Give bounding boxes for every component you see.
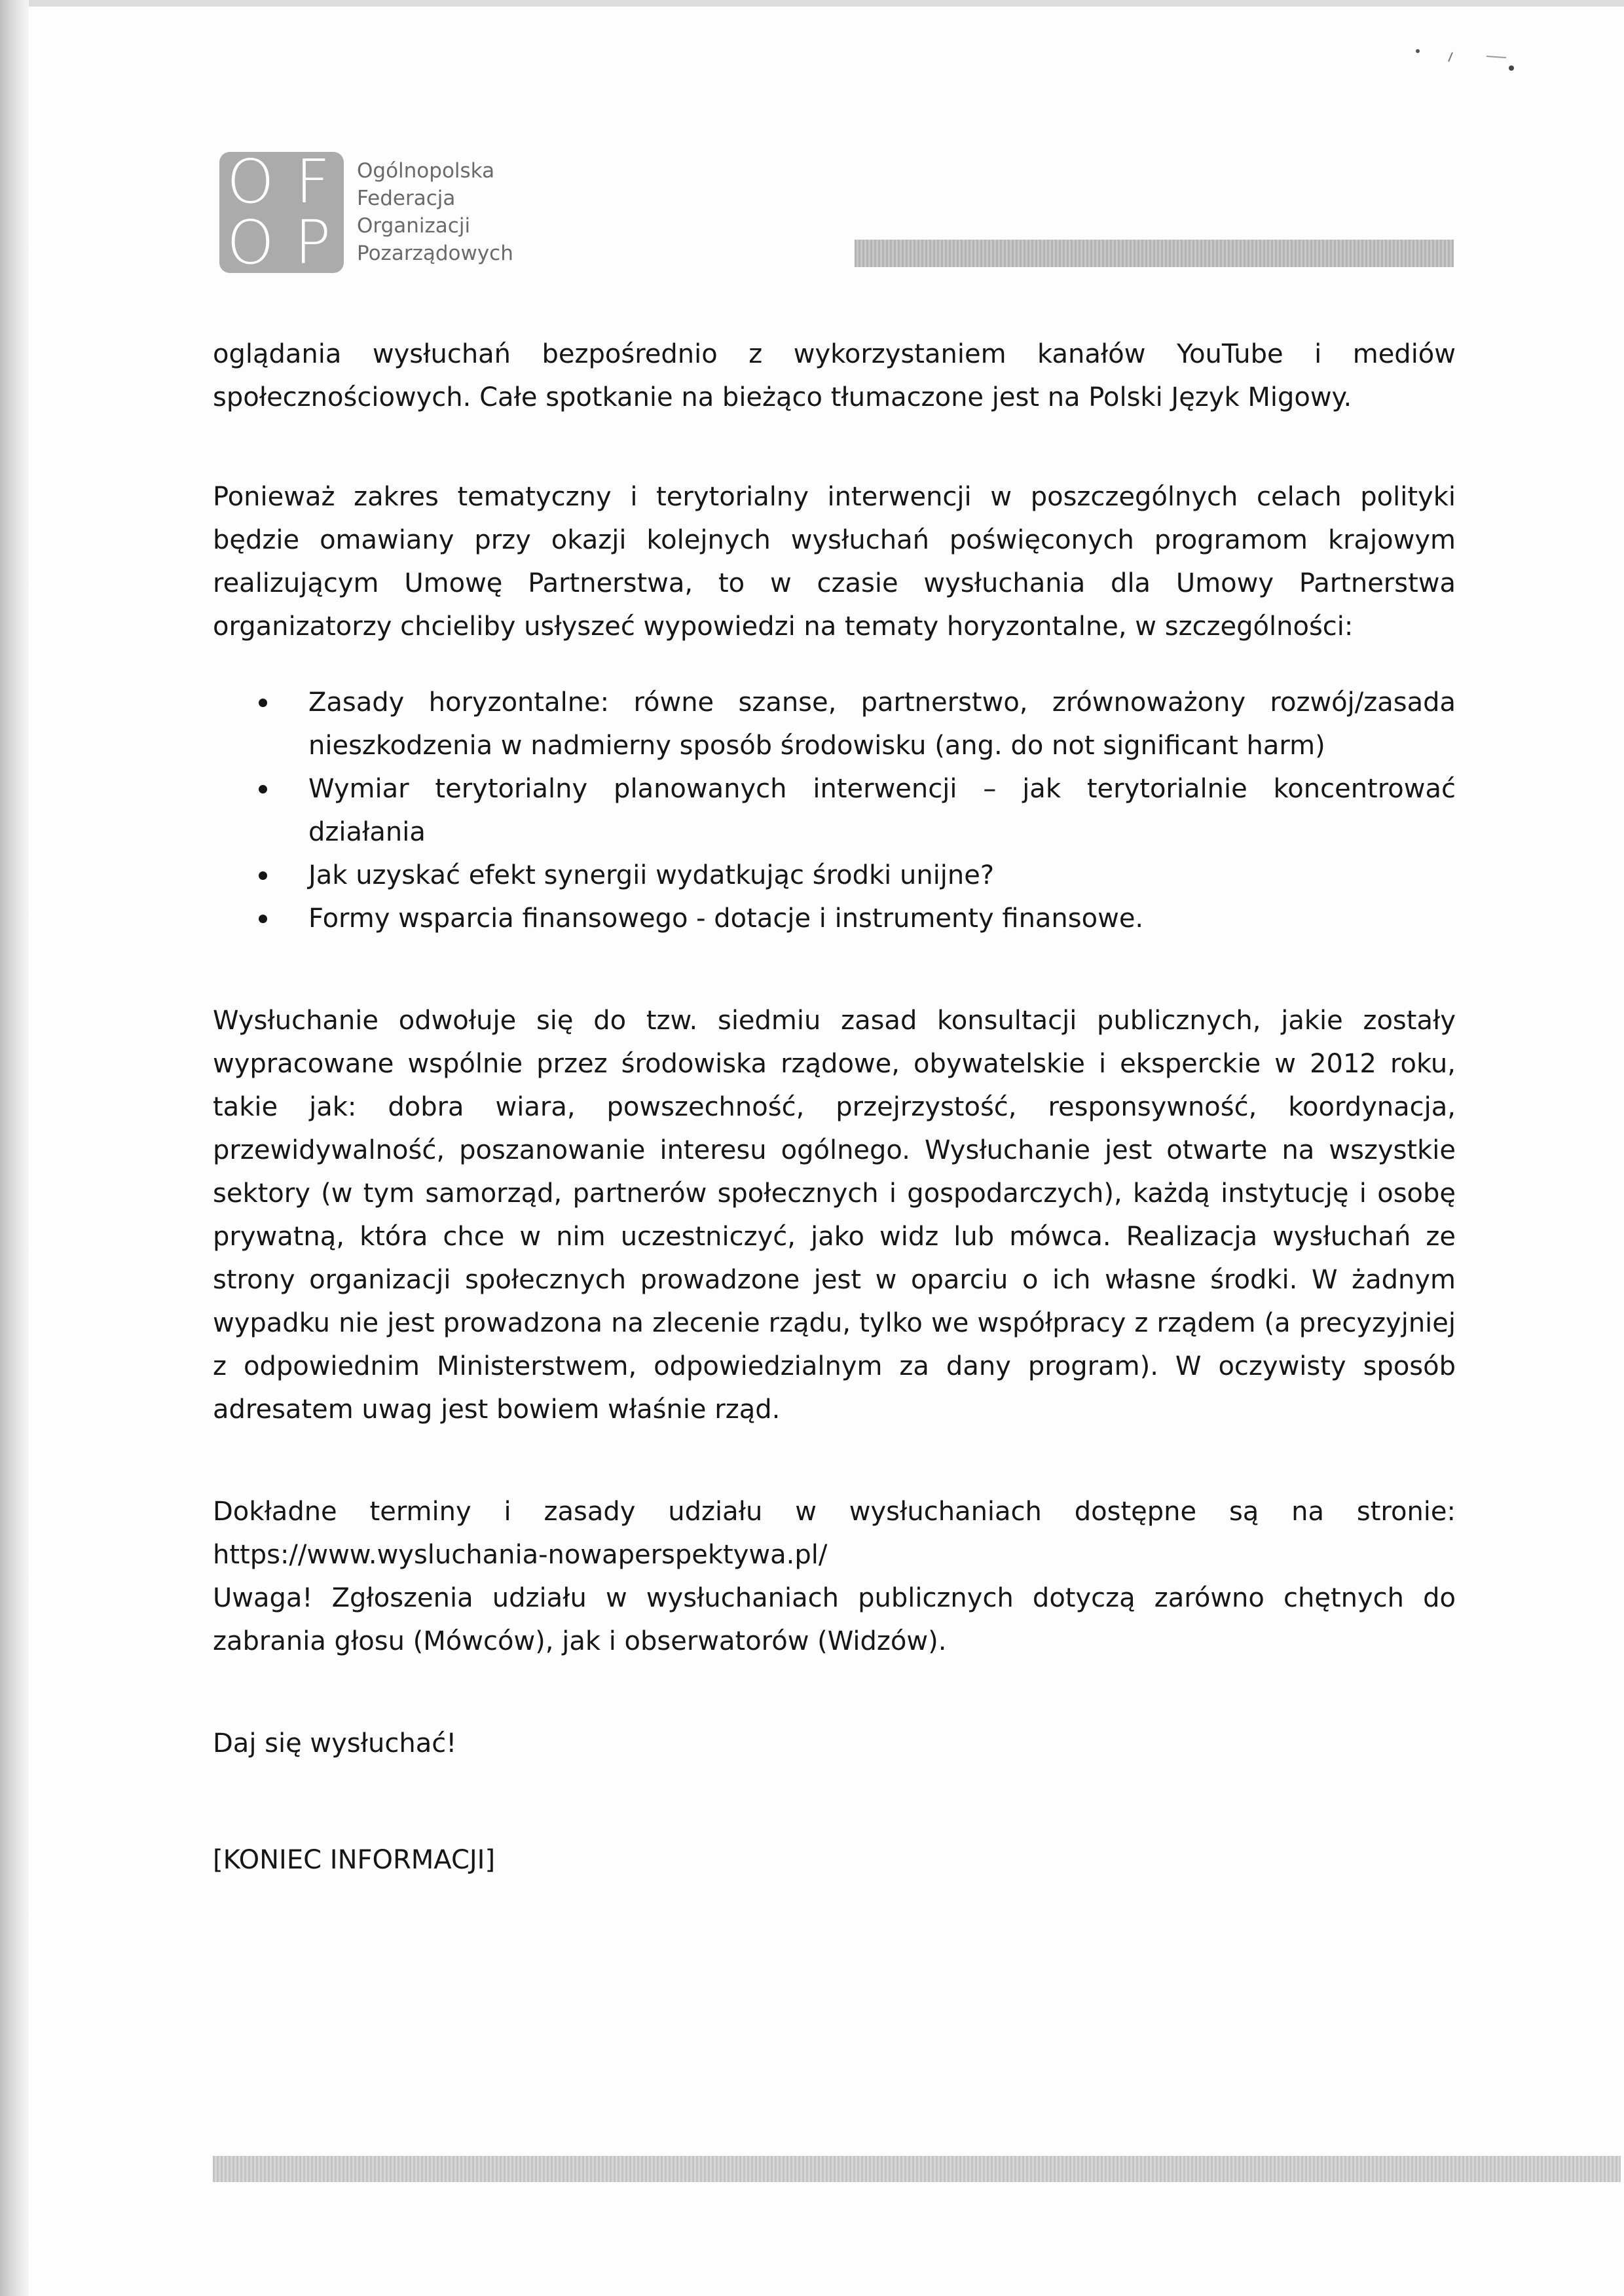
footer-decorative-bar (213, 2156, 1621, 2182)
list-item (308, 767, 1456, 854)
header-decorative-bar (855, 240, 1454, 267)
scan-edge-left (0, 0, 29, 2296)
list-item (308, 681, 1456, 767)
paragraph-dates-link: Dokładne terminy i zasady udziału w wysłuchaniach dostępne są na stronie: https://www.wysluchania-nowaperspektywa.pl/ (213, 1497, 1456, 1570)
paragraph-consultation-rules: Wysłuchanie odwołuje się do tzw. siedmiu zasad konsultacji publicznych, jakie zostały wypracowane wspólnie przez środowiska rządowe, obywatelskie i eksperckie w 2012 roku, takie jak: dobra wiara, powszechność, przejrzystość, responsywność, koordynacja, przewidywalność, poszanowanie interesu ogólnego. Wysłuchanie jest otwarte na wszystkie sektory (w tym samorząd, partnerów społecznych i gospodarczych), każdą instytucję i osobę prywatną, która chce w nim uczestniczyć, jako widz lub mówca. Realizacja wysłuchań ze strony organizacji społecznych prowadzone jest w oparciu o ich własne środki. W żadnym wypadku nie jest prowadzona na zlecenie rządu, tylko we współpracy z rządem (a precyzyjniej z odpowiednim Ministerstwem, odpowiedzialnym za dany program). W oczywisty sposób adresatem uwag jest bowiem właśnie rząd. (213, 1006, 1456, 1425)
paragraph-scope: Ponieważ zakres tematyczny i terytorialny interwencji w poszczególnych celach polityki będzie omawiany przy okazji kolejnych wysłuchań poświęconych programom krajowym realizującym Umowę Partnerstwa, to w czasie wysłuchania dla Umowy Partnerstwa organizatorzy chcieliby usłyszeć wypowiedzi na tematy horyzontalne, w szczególności: (213, 482, 1456, 642)
list-item-text: Formy wsparcia finansowego - dotacje i instrumenty finansowe. (308, 903, 1144, 934)
logo-letter: O (227, 207, 274, 278)
paragraph-streaming: oglądania wysłuchań bezpośrednio z wykorzystaniem kanałów YouTube i mediów społecznościowych. Całe spotkanie na bieżąco tłumaczone jest na Polski Język Migowy. (213, 339, 1456, 412)
organization-name-line: Federacja (357, 187, 456, 210)
organization-name-line: Organizacji (357, 214, 471, 238)
logo-letter: P (294, 207, 331, 278)
ofop-logo (219, 147, 344, 278)
bullet-icon (259, 871, 267, 880)
organization-name-line: Pozarządowych (357, 242, 513, 265)
list-item-text: Zasady horyzontalne: równe szanse, partnerstwo, zrównoważony rozwój/zasada nieszkodzenia w nadmierny sposób środowisku (ang. do not significant harm) (308, 687, 1456, 761)
bullet-icon (259, 915, 267, 923)
logo-letter: F (295, 147, 330, 217)
scan-specks (1401, 39, 1532, 72)
list-item (308, 854, 1456, 897)
end-marker: [KONIEC INFORMACJI] (213, 1845, 496, 1875)
closing-slogan: Daj się wysłuchać! (213, 1728, 457, 1758)
list-item-text: Wymiar terytorialny planowanych interwencji – jak terytorialnie koncentrować działania (308, 774, 1456, 847)
list-item (308, 897, 1456, 940)
bullet-icon (259, 785, 267, 793)
logo-letter: O (227, 147, 274, 217)
organization-name (357, 157, 513, 267)
document-body (213, 333, 1456, 1882)
list-item-text: Jak uzyskać efekt synergii wydatkując środki unijne? (308, 860, 995, 890)
bullet-icon (259, 699, 267, 707)
paragraph-notice: Uwaga! Zgłoszenia udziału w wysłuchaniach publicznych dotyczą zarówno chętnych do zabrania głosu (Mówców), jak i obserwatorów (Widzów). (213, 1583, 1456, 1656)
organization-name-line: Ogólnopolska (357, 159, 495, 183)
scan-edge-top (0, 0, 1624, 7)
topics-list (213, 681, 1456, 940)
